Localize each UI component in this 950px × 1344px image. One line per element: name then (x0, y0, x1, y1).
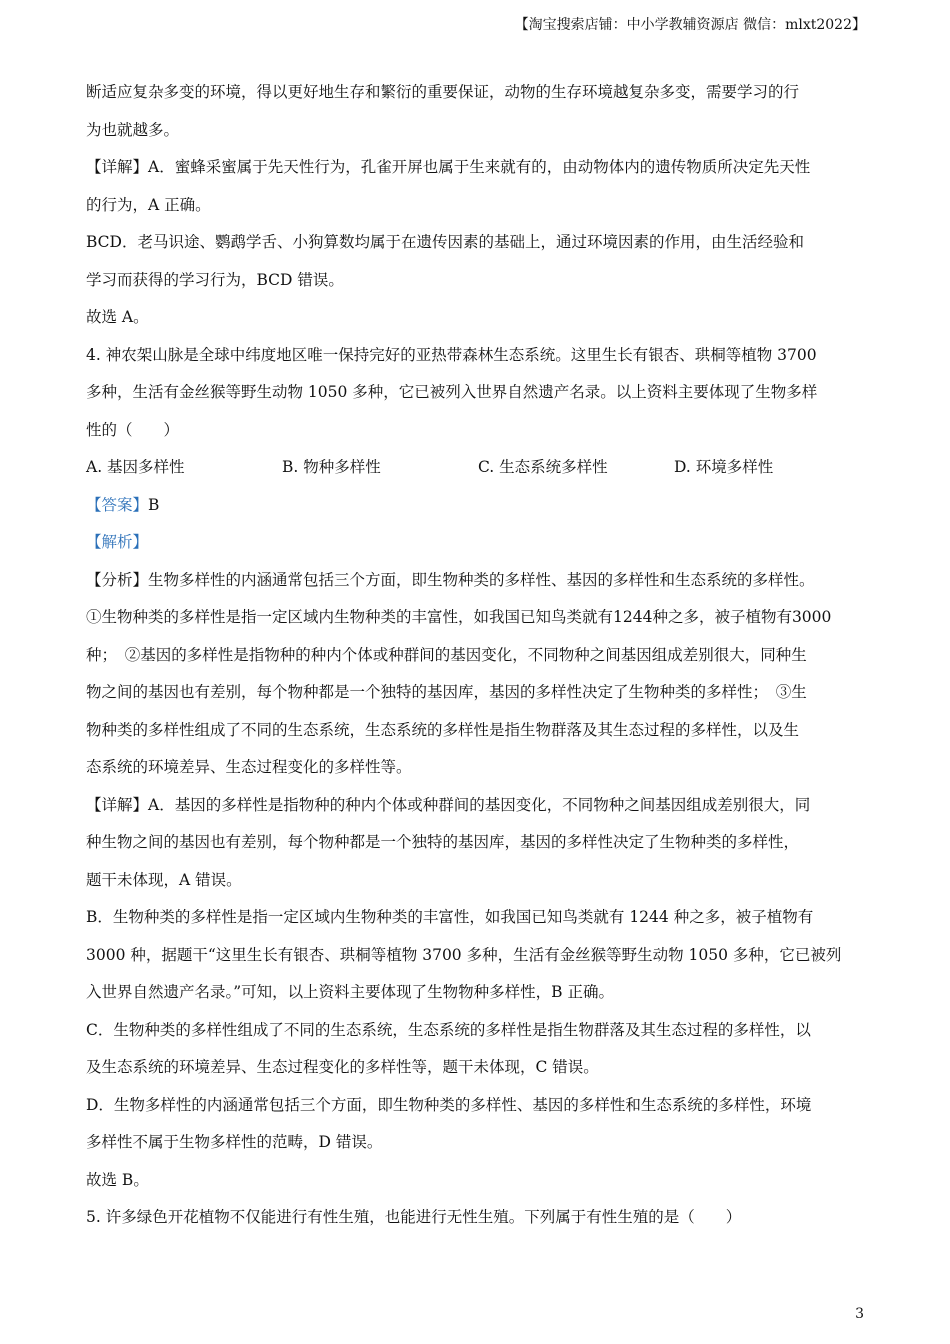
text-line: 故选 B。 (86, 1170, 149, 1189)
text-line: 物种类的多样性组成了不同的生态系统，生态系统的多样性是指生物群落及其生态过程的多样性，以及生 (86, 720, 800, 739)
text-line: 入世界自然遗产名录。”可知，以上资料主要体现了生物物种多样性，B 正确。 (86, 983, 614, 1001)
text-line: 及生态系统的环境差异、生态过程变化的多样性等，题干未体现，C 错误。 (86, 1058, 599, 1076)
text-line: C．生物种类的多样性组成了不同的生态系统，生态系统的多样性是指生物群落及其生态过程的多样性，以 (86, 1020, 811, 1039)
text-line: 为也就越多。 (86, 120, 180, 139)
option-d: D. 环境多样性 (674, 458, 774, 476)
text-line: 题干未体现，A 错误。 (86, 870, 242, 889)
text-line: 多样性不属于生物多样性的范畴，D 错误。 (86, 1133, 383, 1151)
detail-line (86, 149, 866, 187)
answer-line (86, 487, 866, 525)
option-c: C. 生态系统多样性 (478, 458, 608, 476)
detail-tag: 【详解】 (86, 158, 149, 176)
text-line: D．生物多样性的内涵通常包括三个方面，即生物种类的多样性、基因的多样性和生态系统的多样性，环境 (86, 1095, 812, 1114)
option-a: A. 基因多样性 (86, 458, 185, 476)
text-line: 种生物之间的基因也有差别，每个物种都是一个独特的基因库，基因的多样性决定了生物种类的多样性， (86, 833, 800, 851)
fenxi-text: 生物多样性的内涵通常包括三个方面，即生物种类的多样性、基因的多样性和生态系统的多样性。 (148, 570, 815, 589)
text-line: 物之间的基因也有差别，每个物种都是一个独特的基因库，基因的多样性决定了生物种类的多样性； ③生 (86, 683, 807, 701)
text-line: ①生物种类的多样性是指一定区域内生物种类的丰富性，如我国已知鸟类就有1244种之多，被子植物有3000 (86, 608, 832, 626)
document-body (86, 74, 866, 1237)
detail-tag: 【详解】 (86, 795, 149, 814)
question-4-line-3: 性的（ ） (86, 420, 180, 439)
detail-text: A．蜜蜂采蜜属于先天性行为，孔雀开屏也属于生来就有的，由动物体内的遗传物质所决定先天性 (148, 158, 811, 176)
text-line: 的行为，A 正确。 (86, 195, 211, 214)
fenxi-tag: 【分析】 (86, 570, 149, 589)
text-line: BCD．老马识途、鹦鹉学舌、小狗算数均属于在遗传因素的基础上，通过环境因素的作用，由生活经验和 (86, 233, 804, 251)
page-header: 【淘宝搜索店铺：中小学教辅资源店 微信：mlxt2022】 (514, 17, 866, 33)
text-line: B．生物种类的多样性是指一定区域内生物种类的丰富性，如我国已知鸟类就有 1244 种之多，被子植物有 (86, 908, 814, 926)
detail-text: A．基因的多样性是指物种的种内个体或种群间的基因变化，不同物种之间基因组成差别很大，同 (148, 795, 811, 814)
text-line: 故选 A。 (86, 308, 149, 326)
page-number: 3 (855, 1306, 864, 1322)
analysis-line (86, 562, 866, 600)
answer-value: B (148, 495, 160, 514)
analysis-tag: 【解析】 (86, 533, 149, 551)
option-b: B. 物种多样性 (282, 458, 381, 476)
answer-tag: 【答案】 (86, 495, 149, 514)
detail-line (86, 787, 866, 825)
text-line: 学习而获得的学习行为，BCD 错误。 (86, 270, 344, 289)
text-line: 态系统的环境差异、生态过程变化的多样性等。 (86, 758, 412, 776)
text-line: 断适应复杂多变的环境，得以更好地生存和繁衍的重要保证，动物的生存环境越复杂多变，需要学习的行 (86, 83, 800, 101)
question-4-line-1: 4. 神农架山脉是全球中纬度地区唯一保持完好的亚热带森林生态系统。这里生长有银杏、珙桐等植物 3700 (86, 345, 817, 364)
question-4-line-2: 多种，生活有金丝猴等野生动物 1050 多种，它已被列入世界自然遗产名录。以上资料主要体现了生物多样 (86, 383, 818, 401)
question-5-line: 5. 许多绿色开花植物不仅能进行有性生殖，也能进行无性生殖。下列属于有性生殖的是（ ） (86, 1208, 742, 1226)
question-4-options (86, 449, 866, 487)
text-line: 种； ②基因的多样性是指物种的种内个体或种群间的基因变化，不同物种之间基因组成差别很大，同种生 (86, 645, 807, 664)
text-line: 3000 种，据题干“这里生长有银杏、珙桐等植物 3700 多种，生活有金丝猴等野生动物 1050 多种，它已被列 (86, 945, 842, 964)
